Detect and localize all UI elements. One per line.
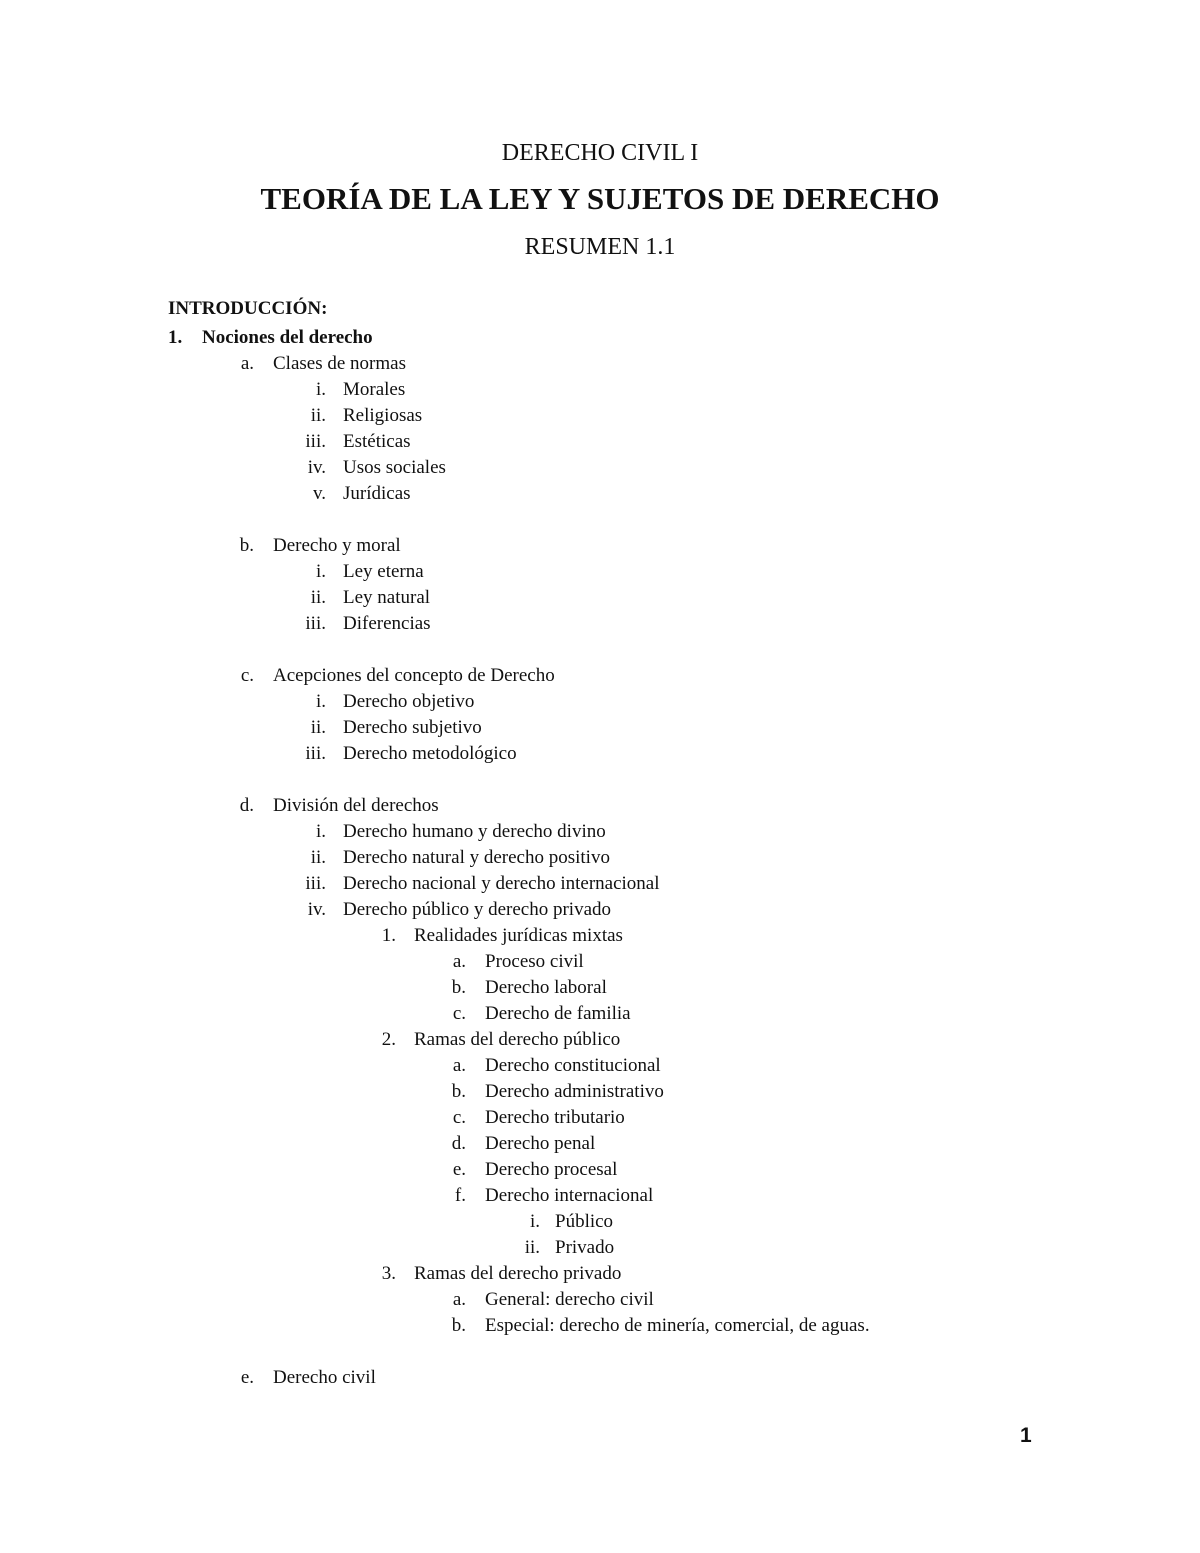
outline-item-level-2 <box>0 559 1200 585</box>
outline-text: Público <box>555 1211 614 1232</box>
outline-marker: e. <box>240 1367 254 1388</box>
outline-item-level-2 <box>0 689 1200 715</box>
outline-text: Privado <box>555 1237 615 1258</box>
outline-text: Estéticas <box>343 431 411 452</box>
page-number: 1 <box>1020 1424 1032 1447</box>
outline-text: Religiosas <box>343 405 423 426</box>
outline-marker: iii. <box>305 431 326 452</box>
outline-spacer <box>0 507 1200 533</box>
outline-text: Morales <box>343 379 406 400</box>
outline-text: Derecho civil <box>273 1367 376 1388</box>
outline-marker: 1. <box>168 327 183 348</box>
outline-text: Derecho natural y derecho positivo <box>343 847 610 868</box>
outline-text: Derecho subjetivo <box>343 717 482 738</box>
outline-text: Ley eterna <box>343 561 424 582</box>
outline-marker: b. <box>239 535 254 556</box>
outline-item-level-1 <box>0 351 1200 377</box>
summary-label: RESUMEN 1.1 <box>524 234 676 260</box>
outline-marker: i. <box>315 379 326 400</box>
outline-marker: e. <box>452 1159 466 1180</box>
outline-item-level-2 <box>0 819 1200 845</box>
outline-marker: d. <box>239 795 254 816</box>
outline-item-level-2 <box>0 741 1200 767</box>
outline-text: Usos sociales <box>343 457 446 478</box>
course-title: DERECHO CIVIL I <box>501 140 699 166</box>
outline-item-level-2 <box>0 715 1200 741</box>
outline-marker: b. <box>451 1315 466 1336</box>
outline-item-level-2 <box>0 377 1200 403</box>
outline-item-level-2 <box>0 845 1200 871</box>
outline-text: Especial: derecho de minería, comercial, de aguas. <box>485 1315 870 1336</box>
outline-marker: iv. <box>307 457 326 478</box>
outline-text: Derecho tributario <box>485 1107 625 1128</box>
outline-item-level-4 <box>0 949 1200 975</box>
outline-marker: ii. <box>310 405 326 426</box>
outline-text: Clases de normas <box>273 353 406 374</box>
outline-text: Derecho administrativo <box>485 1081 664 1102</box>
outline-item-level-3 <box>0 923 1200 949</box>
outline-marker: i. <box>529 1211 540 1232</box>
outline-text: Proceso civil <box>485 951 584 972</box>
outline-item-level-3 <box>0 1261 1200 1287</box>
outline-marker: v. <box>312 483 326 504</box>
outline-text: Nociones del derecho <box>202 327 373 348</box>
outline-marker: b. <box>451 977 466 998</box>
outline-item-level-2 <box>0 871 1200 897</box>
outline-item-level-5 <box>0 1235 1200 1261</box>
outline-item-level-4 <box>0 1183 1200 1209</box>
outline-marker: f. <box>454 1185 466 1206</box>
outline-text: Derecho humano y derecho divino <box>343 821 606 842</box>
outline-marker: a. <box>240 353 254 374</box>
outline-text: División del derechos <box>273 795 439 816</box>
outline-item-level-4 <box>0 1079 1200 1105</box>
outline-item-level-2 <box>0 403 1200 429</box>
outline-item-level-1 <box>0 663 1200 689</box>
outline-marker: ii. <box>310 587 326 608</box>
outline-item-level-1 <box>0 793 1200 819</box>
outline-text: Realidades jurídicas mixtas <box>414 925 623 946</box>
outline-item-level-4 <box>0 1001 1200 1027</box>
outline-marker: ii. <box>310 847 326 868</box>
outline-text: Derecho procesal <box>485 1159 618 1180</box>
outline-item-level-1 <box>0 1365 1200 1391</box>
outline-item-level-2 <box>0 429 1200 455</box>
outline-marker: a. <box>452 1055 466 1076</box>
outline-marker: a. <box>452 951 466 972</box>
outline-marker: a. <box>452 1289 466 1310</box>
section-heading: INTRODUCCIÓN: <box>168 298 328 319</box>
outline-text: Derecho nacional y derecho internacional <box>343 873 660 894</box>
outline-text: General: derecho civil <box>485 1289 654 1310</box>
outline-text: Derecho penal <box>485 1133 596 1154</box>
outline-item-level-2 <box>0 611 1200 637</box>
outline-text: Derecho objetivo <box>343 691 475 712</box>
outline-item-level-4 <box>0 1053 1200 1079</box>
outline-item-level-4 <box>0 1157 1200 1183</box>
outline-item-level-2 <box>0 897 1200 923</box>
outline-marker: i. <box>315 691 326 712</box>
outline-text: Ramas del derecho privado <box>414 1263 622 1284</box>
outline-text: Derecho de familia <box>485 1003 631 1024</box>
outline-item-level-0 <box>0 325 1200 351</box>
outline-text: Derecho metodológico <box>343 743 517 764</box>
outline-list <box>0 325 1200 1391</box>
outline-marker: ii. <box>310 717 326 738</box>
outline-text: Ramas del derecho público <box>414 1029 621 1050</box>
outline-marker: c. <box>240 665 254 686</box>
outline-text: Derecho internacional <box>485 1185 654 1206</box>
outline-item-level-3 <box>0 1027 1200 1053</box>
outline-spacer <box>0 1339 1200 1365</box>
outline-marker: 2. <box>381 1029 396 1050</box>
outline-text: Diferencias <box>343 613 431 634</box>
outline-item-level-4 <box>0 1131 1200 1157</box>
outline-item-level-2 <box>0 481 1200 507</box>
document-title: TEORÍA DE LA LEY Y SUJETOS DE DERECHO <box>260 181 940 216</box>
outline-text: Acepciones del concepto de Derecho <box>273 665 555 686</box>
outline-marker: i. <box>315 821 326 842</box>
outline-item-level-2 <box>0 585 1200 611</box>
outline-marker: d. <box>451 1133 466 1154</box>
outline-item-level-4 <box>0 1105 1200 1131</box>
outline-item-level-4 <box>0 1313 1200 1339</box>
outline-item-level-1 <box>0 533 1200 559</box>
outline-marker: c. <box>452 1003 466 1024</box>
outline-spacer <box>0 637 1200 663</box>
outline-marker: iii. <box>305 743 326 764</box>
outline-item-level-4 <box>0 1287 1200 1313</box>
outline-item-level-5 <box>0 1209 1200 1235</box>
outline-spacer <box>0 767 1200 793</box>
outline-text: Jurídicas <box>343 483 411 504</box>
outline-marker: iii. <box>305 873 326 894</box>
outline-item-level-4 <box>0 975 1200 1001</box>
outline-marker: 1. <box>381 925 396 946</box>
outline-text: Derecho constitucional <box>485 1055 661 1076</box>
outline-marker: iv. <box>307 899 326 920</box>
outline-marker: b. <box>451 1081 466 1102</box>
outline-text: Derecho y moral <box>273 535 401 556</box>
outline-text: Derecho público y derecho privado <box>343 899 612 920</box>
outline-marker: i. <box>315 561 326 582</box>
outline-marker: iii. <box>305 613 326 634</box>
outline-text: Derecho laboral <box>485 977 607 998</box>
outline-marker: c. <box>452 1107 466 1128</box>
outline-item-level-2 <box>0 455 1200 481</box>
outline-marker: 3. <box>381 1263 396 1284</box>
outline-marker: ii. <box>524 1237 540 1258</box>
outline-text: Ley natural <box>343 587 431 608</box>
